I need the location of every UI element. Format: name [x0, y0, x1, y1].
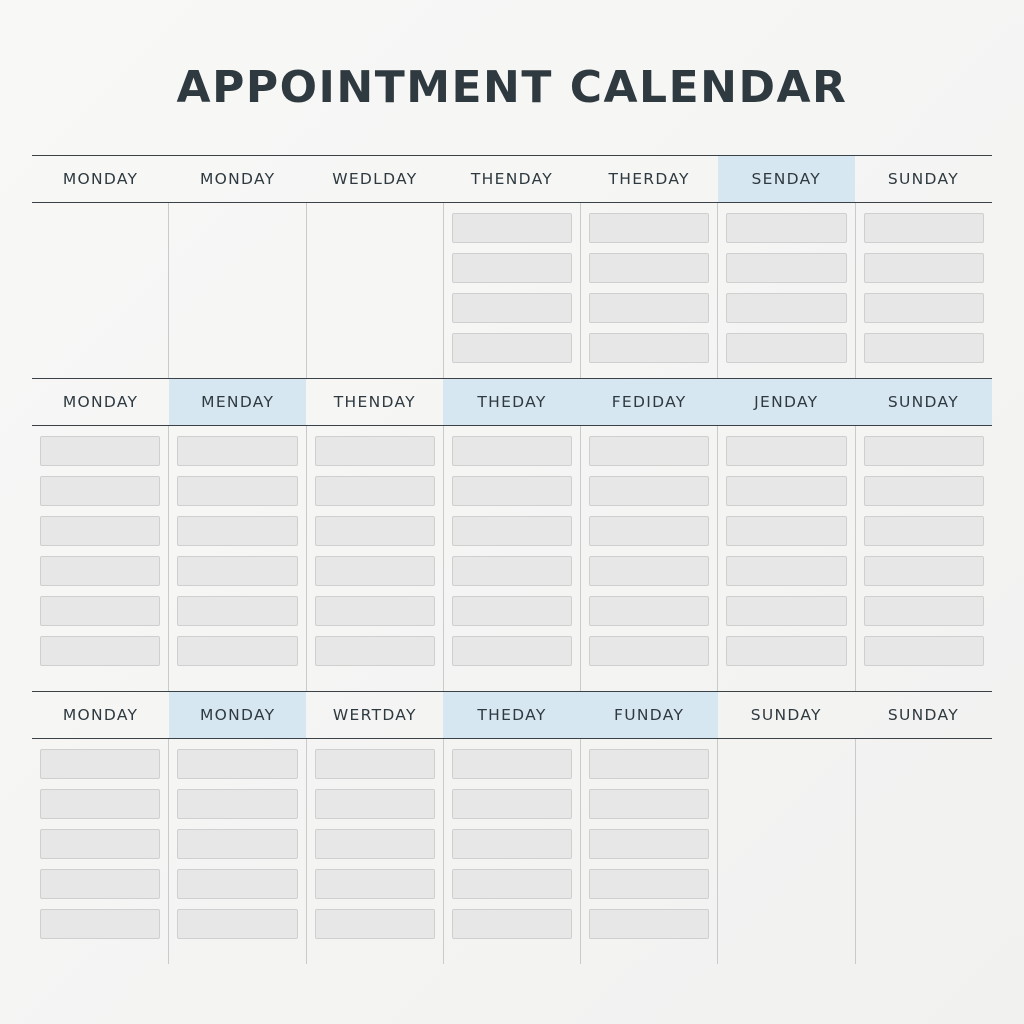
day-column: [444, 739, 581, 964]
appointment-slot[interactable]: [864, 436, 984, 466]
appointment-slots-row: [32, 739, 992, 964]
appointment-slot[interactable]: [864, 516, 984, 546]
weekday-header-cell[interactable]: MENDAY: [169, 379, 306, 425]
appointment-slot[interactable]: [177, 556, 297, 586]
appointment-slot[interactable]: [589, 829, 709, 859]
day-column: [32, 426, 169, 691]
calendar-week: [32, 155, 992, 378]
appointment-slot[interactable]: [589, 596, 709, 626]
day-column: [444, 426, 581, 691]
weekday-header-cell[interactable]: WEDLDAY: [332, 170, 418, 188]
calendar-week: [32, 378, 992, 691]
appointment-slot[interactable]: [315, 476, 435, 506]
weekday-header-row: [32, 691, 992, 739]
appointment-slot[interactable]: [589, 636, 709, 666]
day-column: [32, 203, 169, 378]
appointment-slot[interactable]: [864, 636, 984, 666]
weekday-header-cell[interactable]: SENDAY: [718, 156, 855, 202]
appointment-slot[interactable]: [40, 636, 160, 666]
appointment-slot[interactable]: [864, 333, 984, 363]
day-column: [169, 739, 306, 964]
weekday-header-cell[interactable]: SUNDAY: [887, 170, 959, 188]
appointment-slot[interactable]: [589, 556, 709, 586]
day-column: [307, 203, 444, 378]
appointment-slot[interactable]: [177, 869, 297, 899]
appointment-slot[interactable]: [177, 909, 297, 939]
appointment-slot[interactable]: [315, 436, 435, 466]
weekday-header-cell[interactable]: FEDIDAY: [581, 379, 718, 425]
weekday-header-cell[interactable]: THEDAY: [443, 379, 580, 425]
weekday-header-cell[interactable]: THEDAY: [443, 692, 580, 738]
weekday-header-cell[interactable]: MONDAY: [169, 692, 306, 738]
appointment-slot[interactable]: [177, 789, 297, 819]
appointment-slot[interactable]: [589, 293, 709, 323]
appointment-slot[interactable]: [40, 789, 160, 819]
appointment-slots-row: [32, 426, 992, 691]
weekday-header-row: [32, 378, 992, 426]
appointment-slot[interactable]: [315, 636, 435, 666]
day-column: [169, 426, 306, 691]
weekday-header-cell[interactable]: MONDAY: [62, 170, 139, 188]
appointment-slot[interactable]: [726, 556, 846, 586]
weekday-header-cell[interactable]: JENDAY: [718, 379, 855, 425]
day-column: [581, 203, 718, 378]
appointment-slot[interactable]: [452, 596, 572, 626]
day-column: [444, 203, 581, 378]
appointment-slot[interactable]: [315, 789, 435, 819]
appointment-slot[interactable]: [589, 436, 709, 466]
appointment-slot[interactable]: [452, 253, 572, 283]
appointment-slot[interactable]: [40, 436, 160, 466]
appointment-slot[interactable]: [452, 516, 572, 546]
appointment-slot[interactable]: [177, 596, 297, 626]
day-column: [718, 426, 855, 691]
appointment-slot[interactable]: [726, 333, 846, 363]
appointment-slot[interactable]: [589, 909, 709, 939]
appointment-slot[interactable]: [589, 213, 709, 243]
weekday-header-cell[interactable]: FUNDAY: [581, 692, 718, 738]
day-column: [32, 739, 169, 964]
day-column: [856, 203, 992, 378]
appointment-slot[interactable]: [452, 789, 572, 819]
appointment-slot[interactable]: [864, 596, 984, 626]
appointment-slot[interactable]: [315, 596, 435, 626]
appointment-slot[interactable]: [177, 636, 297, 666]
appointment-slot[interactable]: [589, 516, 709, 546]
appointment-slot[interactable]: [452, 909, 572, 939]
appointment-slot[interactable]: [315, 749, 435, 779]
weekday-header-cell[interactable]: THENDAY: [470, 170, 554, 188]
day-column: [307, 426, 444, 691]
day-column: [307, 739, 444, 964]
appointment-slot[interactable]: [177, 516, 297, 546]
appointment-slot[interactable]: [726, 293, 846, 323]
appointment-slots-row: [32, 203, 992, 378]
appointment-slot[interactable]: [726, 476, 846, 506]
appointment-slot[interactable]: [40, 909, 160, 939]
appointment-slot[interactable]: [589, 333, 709, 363]
appointment-slot[interactable]: [315, 516, 435, 546]
weekday-header-cell[interactable]: MONDAY: [62, 706, 139, 724]
appointment-slot[interactable]: [452, 293, 572, 323]
appointment-slot[interactable]: [589, 253, 709, 283]
appointment-slot[interactable]: [864, 213, 984, 243]
appointment-slot[interactable]: [452, 829, 572, 859]
appointment-slot[interactable]: [589, 749, 709, 779]
weekday-header-cell[interactable]: SUNDAY: [855, 379, 992, 425]
day-column: [581, 426, 718, 691]
day-column: [856, 426, 992, 691]
appointment-slot[interactable]: [726, 213, 846, 243]
appointment-slot[interactable]: [177, 476, 297, 506]
appointment-slot[interactable]: [452, 749, 572, 779]
weekday-header-cell[interactable]: WERTDAY: [332, 706, 417, 724]
appointment-slot[interactable]: [452, 213, 572, 243]
appointment-slot[interactable]: [452, 333, 572, 363]
appointment-slot[interactable]: [726, 253, 846, 283]
appointment-slot[interactable]: [864, 556, 984, 586]
calendar-grid: [32, 155, 992, 964]
weekday-header-cell[interactable]: SUNDAY: [750, 706, 822, 724]
weekday-header-cell[interactable]: THERDAY: [608, 170, 690, 188]
appointment-slot[interactable]: [40, 556, 160, 586]
appointment-slot[interactable]: [452, 556, 572, 586]
weekday-header-cell[interactable]: SUNDAY: [887, 706, 959, 724]
appointment-slot[interactable]: [589, 476, 709, 506]
appointment-slot[interactable]: [864, 476, 984, 506]
weekday-header-cell[interactable]: THENDAY: [333, 393, 416, 411]
appointment-slot[interactable]: [452, 869, 572, 899]
weekday-header-cell[interactable]: MONDAY: [199, 170, 276, 188]
appointment-slot[interactable]: [40, 869, 160, 899]
day-column: [169, 203, 306, 378]
day-column: [718, 739, 855, 964]
appointment-slot[interactable]: [589, 789, 709, 819]
appointment-slot[interactable]: [315, 909, 435, 939]
day-column: [856, 739, 992, 964]
appointment-slot[interactable]: [726, 436, 846, 466]
appointment-slot[interactable]: [40, 829, 160, 859]
appointment-slot[interactable]: [726, 516, 846, 546]
appointment-slot[interactable]: [40, 516, 160, 546]
day-column: [718, 203, 855, 378]
appointment-slot[interactable]: [864, 253, 984, 283]
appointment-slot[interactable]: [40, 476, 160, 506]
appointment-slot[interactable]: [864, 293, 984, 323]
appointment-slot[interactable]: [452, 636, 572, 666]
calendar-week: [32, 691, 992, 964]
appointment-slot[interactable]: [726, 596, 846, 626]
appointment-slot[interactable]: [315, 829, 435, 859]
appointment-slot[interactable]: [452, 436, 572, 466]
appointment-slot[interactable]: [177, 436, 297, 466]
weekday-header-cell[interactable]: MONDAY: [62, 393, 139, 411]
appointment-slot[interactable]: [177, 749, 297, 779]
appointment-slot[interactable]: [589, 869, 709, 899]
day-column: [581, 739, 718, 964]
page-title: APPOINTMENT CALENDAR: [176, 62, 848, 113]
appointment-slot[interactable]: [726, 636, 846, 666]
appointment-slot[interactable]: [315, 556, 435, 586]
appointment-slot[interactable]: [40, 596, 160, 626]
appointment-slot[interactable]: [40, 749, 160, 779]
appointment-slot[interactable]: [452, 476, 572, 506]
appointment-slot[interactable]: [177, 829, 297, 859]
weekday-header-row: [32, 155, 992, 203]
appointment-slot[interactable]: [315, 869, 435, 899]
